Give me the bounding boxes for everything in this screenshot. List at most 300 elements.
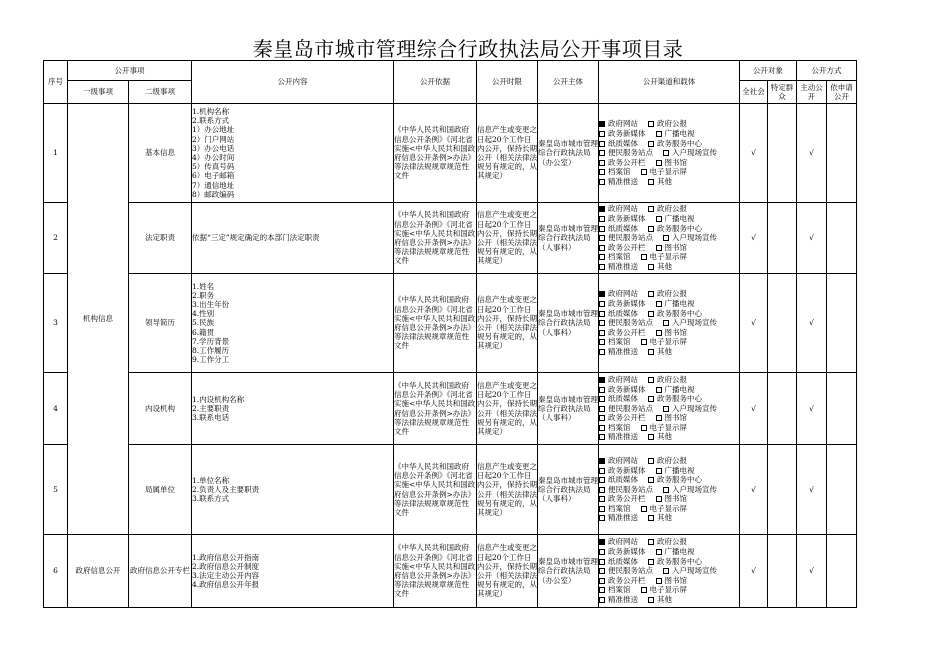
channel-option (656, 158, 688, 167)
checkbox-icon (599, 487, 605, 493)
channel-option (599, 299, 646, 308)
content-line: 2.联系方式 (192, 116, 230, 126)
cell-channels (599, 445, 740, 535)
disclosure-table (43, 60, 857, 608)
checkbox-icon (599, 477, 605, 483)
channel-label: 精准推送 (608, 261, 638, 271)
content-line: 1.机构名称 (192, 106, 230, 116)
checkbox-icon (599, 169, 605, 175)
channel-option (648, 557, 702, 566)
checkbox-icon (648, 311, 654, 317)
cell-content (192, 535, 394, 608)
checkbox-icon (599, 377, 605, 383)
channel-label: 政务服务中心 (657, 394, 702, 404)
channel-option (648, 537, 687, 546)
channel-line (599, 309, 739, 319)
channel-option (656, 466, 695, 475)
channel-line (599, 432, 739, 442)
channel-option (648, 347, 672, 356)
channel-label: 电子显示屏 (649, 585, 687, 595)
cell-specific (768, 373, 797, 445)
channel-label: 广播电视 (664, 214, 695, 224)
channel-label: 图书馆 (664, 327, 687, 337)
cell-all-society: √ (740, 535, 768, 608)
content-line: 4）办公时间 (192, 153, 235, 162)
cell-content (192, 104, 394, 203)
channel-label: 政府公报 (657, 119, 687, 129)
channel-label: 精准推送 (608, 513, 638, 523)
header-basis: 公开依据 (394, 61, 477, 104)
checkbox-icon (641, 254, 647, 260)
channel-label: 纸质媒体 (608, 475, 638, 485)
content-line: 1.政府信息公开指南 (192, 552, 260, 562)
cell-on-request (827, 203, 857, 274)
cell-subject: 秦皇岛市城市管理综合行政执法局（人事科） (538, 445, 599, 535)
channel-option (663, 318, 717, 327)
channel-line (599, 129, 739, 139)
channel-label: 政府网站 (608, 537, 638, 547)
channel-label: 广播电视 (664, 547, 695, 557)
channel-option (663, 485, 717, 494)
checkbox-icon (656, 245, 662, 251)
cell-seq: 6 (44, 535, 68, 608)
cell-level2: 领导简历 (129, 274, 192, 373)
channel-option (599, 119, 638, 128)
checkbox-icon (656, 578, 662, 584)
content-line: 4.性别 (192, 309, 215, 319)
channel-label: 便民服务站点 (608, 566, 653, 576)
checkbox-icon (599, 434, 605, 440)
channel-label: 便民服务站点 (608, 403, 653, 413)
channel-option (599, 289, 638, 298)
channel-option (641, 423, 688, 432)
checkbox-icon (648, 264, 654, 270)
cell-channels (599, 104, 740, 203)
channel-label: 电子显示屏 (649, 422, 687, 432)
checkbox-icon (656, 387, 662, 393)
content-line: 2.主要职责 (192, 403, 230, 413)
channel-option (656, 328, 688, 337)
content-line: 6.籍贯 (192, 327, 215, 337)
channel-label: 电子显示屏 (649, 252, 687, 262)
channel-line (599, 299, 739, 309)
checkbox-icon (599, 160, 605, 166)
cell-timing: 信息产生或变更之日起20个工作日内公开，保持长期公开（相关法律法规另有规定的，从其规定） (477, 104, 538, 203)
checkbox-icon (599, 320, 605, 326)
channel-line (599, 262, 739, 272)
cell-subject: 秦皇岛市城市管理综合行政执法局（人事科） (538, 274, 599, 373)
checkbox-icon (599, 150, 605, 156)
channel-option (656, 385, 695, 394)
channel-option (599, 318, 653, 327)
cell-specific (768, 274, 797, 373)
channel-line (599, 456, 739, 466)
content-line: 2.政府信息公开制度 (192, 561, 260, 571)
checkbox-icon (656, 216, 662, 222)
channel-label: 政务新媒体 (608, 465, 646, 475)
channel-label: 政府公报 (657, 289, 687, 299)
channel-option (663, 233, 717, 242)
header-timing: 公开时限 (477, 61, 538, 104)
channel-option (599, 347, 638, 356)
checkbox-icon (599, 587, 605, 593)
channel-line (599, 566, 739, 576)
channel-label: 政务服务中心 (657, 223, 702, 233)
channel-label: 图书馆 (664, 242, 687, 252)
cell-subject: 秦皇岛市城市管理综合行政执法局（办公室） (538, 535, 599, 608)
channel-option (599, 423, 631, 432)
checkbox-icon (641, 425, 647, 431)
header-on-request: 依申请公开 (827, 81, 857, 104)
cell-level2: 内设机构 (129, 373, 192, 445)
content-line: 3）办公电话 (192, 143, 235, 153)
channel-label: 政务公开栏 (608, 242, 646, 252)
channel-label: 政府网站 (608, 204, 638, 214)
channel-label: 广播电视 (664, 384, 695, 394)
channel-label: 档案馆 (608, 422, 631, 432)
cell-all-society: √ (740, 373, 768, 445)
channel-option (599, 585, 631, 594)
channel-label: 纸质媒体 (608, 394, 638, 404)
checkbox-icon (663, 150, 669, 156)
content-line: 7）通信地址 (192, 180, 235, 190)
cell-basis: 《中华人民共和国政府信息公开条例》《河北省实施<中华人民共和国政府信息公开条例>办法》等法律法规规章规范性文件 (394, 274, 477, 373)
checkbox-icon (656, 468, 662, 474)
checkbox-icon (599, 179, 605, 185)
channel-line (599, 413, 739, 423)
cell-on-request (827, 104, 857, 203)
channel-line (599, 289, 739, 299)
cell-on-request (827, 274, 857, 373)
channel-option (648, 224, 702, 233)
cell-channels (599, 203, 740, 274)
cell-level2: 基本信息 (129, 104, 192, 203)
cell-level1: 政府信息公开 (68, 535, 129, 608)
content-line: 4.政府信息公开年报 (192, 580, 260, 590)
channel-option (599, 243, 646, 252)
header-level1: 一级事项 (68, 81, 129, 104)
checkbox-icon (648, 121, 654, 127)
channel-label: 入户现场宣传 (672, 566, 717, 576)
channel-line (599, 557, 739, 567)
channel-option (599, 148, 653, 157)
checkbox-icon (663, 406, 669, 412)
cell-specific (768, 535, 797, 608)
channel-line (599, 347, 739, 357)
channel-option (599, 557, 638, 566)
content-line: 1.内设机构名称 (192, 394, 245, 404)
channel-option (663, 148, 717, 157)
cell-seq: 3 (44, 274, 68, 373)
cell-on-request (827, 445, 857, 535)
checkbox-icon (648, 206, 654, 212)
cell-basis: 《中华人民共和国政府信息公开条例》《河北省实施<中华人民共和国政府信息公开条例>办法》等法律法规规章规范性文件 (394, 445, 477, 535)
channel-label: 入户现场宣传 (672, 484, 717, 494)
channel-option (599, 394, 638, 403)
content-line: 5）传真号码 (192, 162, 235, 172)
checkbox-icon (663, 320, 669, 326)
channel-line (599, 513, 739, 523)
channel-label: 档案馆 (608, 252, 631, 262)
channel-line (599, 547, 739, 557)
table-row (44, 104, 857, 203)
cell-subject: 秦皇岛市城市管理综合行政执法局（人事科） (538, 203, 599, 274)
content-line: 1）办公地址 (192, 125, 235, 135)
channel-option (648, 432, 672, 441)
cell-active: √ (797, 203, 827, 274)
header-method: 公开方式 (797, 61, 857, 81)
content-line: 1.单位名称 (192, 475, 230, 485)
channel-label: 政务公开栏 (608, 157, 646, 167)
cell-content (192, 274, 394, 373)
channel-option (648, 177, 672, 186)
channel-line (599, 595, 739, 605)
channel-option (599, 576, 646, 585)
channel-option (648, 204, 687, 213)
cell-all-society: √ (740, 274, 768, 373)
cell-channels (599, 535, 740, 608)
channel-option (599, 466, 646, 475)
cell-seq: 1 (44, 104, 68, 203)
checkbox-icon (648, 458, 654, 464)
channel-label: 其他 (657, 513, 672, 523)
channel-line (599, 537, 739, 547)
channel-label: 政府网站 (608, 374, 638, 384)
channel-label: 其他 (657, 176, 672, 186)
channel-label: 精准推送 (608, 432, 638, 442)
channel-line (599, 318, 739, 328)
content-line: 1.姓名 (192, 281, 215, 291)
channel-option (599, 129, 646, 138)
content-line: 3.联系方式 (192, 494, 230, 504)
channel-label: 入户现场宣传 (672, 403, 717, 413)
channel-label: 图书馆 (664, 575, 687, 585)
checkbox-icon (641, 339, 647, 345)
checkbox-icon (599, 141, 605, 147)
channel-option (599, 485, 653, 494)
channel-option (648, 139, 702, 148)
header-all-society: 全社会 (740, 81, 768, 104)
channel-label: 入户现场宣传 (672, 318, 717, 328)
header-content: 公开内容 (192, 61, 394, 104)
channel-option (599, 566, 653, 575)
content-line: 5.民族 (192, 318, 215, 328)
channel-line (599, 585, 739, 595)
content-line: 2.负责人及主要职责 (192, 484, 260, 494)
channel-label: 便民服务站点 (608, 148, 653, 158)
channel-line (599, 494, 739, 504)
cell-seq: 4 (44, 373, 68, 445)
channel-option (599, 224, 638, 233)
checkbox-icon (663, 235, 669, 241)
checkbox-icon (599, 396, 605, 402)
cell-basis: 《中华人民共和国政府信息公开条例》《河北省实施<中华人民共和国政府信息公开条例>办法》等法律法规规章规范性文件 (394, 203, 477, 274)
channel-option (599, 167, 631, 176)
content-line: 8）邮政编码 (192, 189, 235, 199)
channel-line (599, 224, 739, 234)
channel-label: 其他 (657, 346, 672, 356)
channel-label: 纸质媒体 (608, 223, 638, 233)
cell-active: √ (797, 104, 827, 203)
checkbox-icon (599, 245, 605, 251)
header-seq: 序号 (44, 61, 68, 104)
channel-label: 政务公开栏 (608, 327, 646, 337)
checkbox-icon (648, 349, 654, 355)
channel-label: 图书馆 (664, 494, 687, 504)
content-line: 3.出生年份 (192, 299, 230, 309)
checkbox-icon (663, 568, 669, 574)
channel-label: 便民服务站点 (608, 233, 653, 243)
channel-label: 政务公开栏 (608, 494, 646, 504)
content-line: 2.职务 (192, 290, 215, 300)
header-audience: 公开对象 (740, 61, 797, 81)
channel-line (599, 485, 739, 495)
checkbox-icon (599, 468, 605, 474)
channel-option (599, 413, 646, 422)
channel-option (641, 337, 688, 346)
checkbox-icon (648, 539, 654, 545)
channel-line (599, 404, 739, 414)
cell-basis: 《中华人民共和国政府信息公开条例》《河北省实施<中华人民共和国政府信息公开条例>办法》等法律法规规章规范性文件 (394, 535, 477, 608)
channel-label: 档案馆 (608, 167, 631, 177)
channel-option (648, 475, 702, 484)
channel-label: 政务服务中心 (657, 475, 702, 485)
channel-label: 电子显示屏 (649, 167, 687, 177)
channel-option (599, 385, 646, 394)
checkbox-icon (599, 226, 605, 232)
header-active: 主动公开 (797, 81, 827, 104)
checkbox-icon (599, 496, 605, 502)
channel-option (599, 513, 638, 522)
channel-option (648, 309, 702, 318)
cell-level2: 局属单位 (129, 445, 192, 535)
channel-option (599, 432, 638, 441)
content-line: 依据“三定”规定确定的本部门法定职责 (192, 233, 320, 243)
cell-active: √ (797, 373, 827, 445)
channel-label: 广播电视 (664, 129, 695, 139)
channel-label: 纸质媒体 (608, 138, 638, 148)
channel-label: 政务新媒体 (608, 299, 646, 309)
channel-option (599, 214, 646, 223)
checkbox-icon (599, 597, 605, 603)
cell-on-request (827, 535, 857, 608)
channel-label: 政府网站 (608, 455, 638, 465)
checkbox-icon (648, 377, 654, 383)
channel-label: 入户现场宣传 (672, 148, 717, 158)
channel-label: 广播电视 (664, 465, 695, 475)
checkbox-icon (656, 330, 662, 336)
cell-active: √ (797, 535, 827, 608)
channel-option (656, 413, 688, 422)
content-line: 3.联系电话 (192, 413, 230, 423)
checkbox-icon (656, 549, 662, 555)
channel-label: 政务新媒体 (608, 129, 646, 139)
checkbox-icon (599, 578, 605, 584)
channel-label: 政府公报 (657, 455, 687, 465)
channel-label: 政务公开栏 (608, 575, 646, 585)
channel-option (641, 585, 688, 594)
checkbox-icon (599, 301, 605, 307)
channel-option (599, 233, 653, 242)
channel-option (641, 167, 688, 176)
channel-line (599, 139, 739, 149)
channel-option (656, 494, 688, 503)
channel-label: 政务新媒体 (608, 547, 646, 557)
channel-option (663, 404, 717, 413)
channel-label: 政府公报 (657, 204, 687, 214)
channel-line (599, 328, 739, 338)
checkbox-icon (599, 235, 605, 241)
checkbox-icon (641, 169, 647, 175)
channel-label: 政务服务中心 (657, 308, 702, 318)
channel-line (599, 233, 739, 243)
channel-label: 政务新媒体 (608, 214, 646, 224)
channel-option (656, 129, 695, 138)
channel-label: 政府公报 (657, 537, 687, 547)
cell-all-society: √ (740, 445, 768, 535)
checkbox-icon (641, 506, 647, 512)
content-line: 2）门户网站 (192, 134, 235, 144)
channel-option (599, 337, 631, 346)
channel-option (599, 309, 638, 318)
channel-label: 其他 (657, 432, 672, 442)
cell-active: √ (797, 445, 827, 535)
channel-option (648, 289, 687, 298)
channel-line (599, 475, 739, 485)
table-row (44, 445, 857, 535)
channel-label: 其他 (657, 261, 672, 271)
content-line: 9.工作分工 (192, 355, 230, 365)
channel-label: 入户现场宣传 (672, 233, 717, 243)
channel-option (641, 252, 688, 261)
checkbox-icon (656, 160, 662, 166)
channel-option (656, 214, 695, 223)
checkbox-icon (599, 458, 605, 464)
cell-specific (768, 104, 797, 203)
checkbox-icon (648, 515, 654, 521)
channel-option (599, 537, 638, 546)
checkbox-icon (599, 264, 605, 270)
cell-content (192, 445, 394, 535)
channel-label: 政府公报 (657, 374, 687, 384)
cell-subject: 秦皇岛市城市管理综合行政执法局（人事科） (538, 373, 599, 445)
content-line: 3.法定主动公开内容 (192, 571, 260, 580)
checkbox-icon (599, 254, 605, 260)
cell-content (192, 373, 394, 445)
channel-option (648, 119, 687, 128)
channel-option (599, 547, 646, 556)
channel-option (599, 375, 638, 384)
channel-line (599, 375, 739, 385)
content-line: 6）电子邮箱 (192, 171, 235, 181)
cell-all-society: √ (740, 203, 768, 274)
checkbox-icon (599, 349, 605, 355)
cell-basis: 《中华人民共和国政府信息公开条例》《河北省实施<中华人民共和国政府信息公开条例>办法》等法律法规规章规范性文件 (394, 373, 477, 445)
checkbox-icon (648, 396, 654, 402)
cell-level1: 机构信息 (68, 104, 129, 535)
channel-option (648, 595, 672, 604)
cell-timing: 信息产生或变更之日起20个工作日内公开，保持长期公开（相关法律法规另有规定的，从其规定） (477, 274, 538, 373)
checkbox-icon (648, 434, 654, 440)
channel-line (599, 337, 739, 347)
channel-line (599, 204, 739, 214)
checkbox-icon (656, 131, 662, 137)
header-items: 公开事项 (68, 61, 192, 81)
channel-option (656, 299, 695, 308)
checkbox-icon (599, 206, 605, 212)
table-row (44, 535, 857, 608)
channel-label: 政务公开栏 (608, 413, 646, 423)
